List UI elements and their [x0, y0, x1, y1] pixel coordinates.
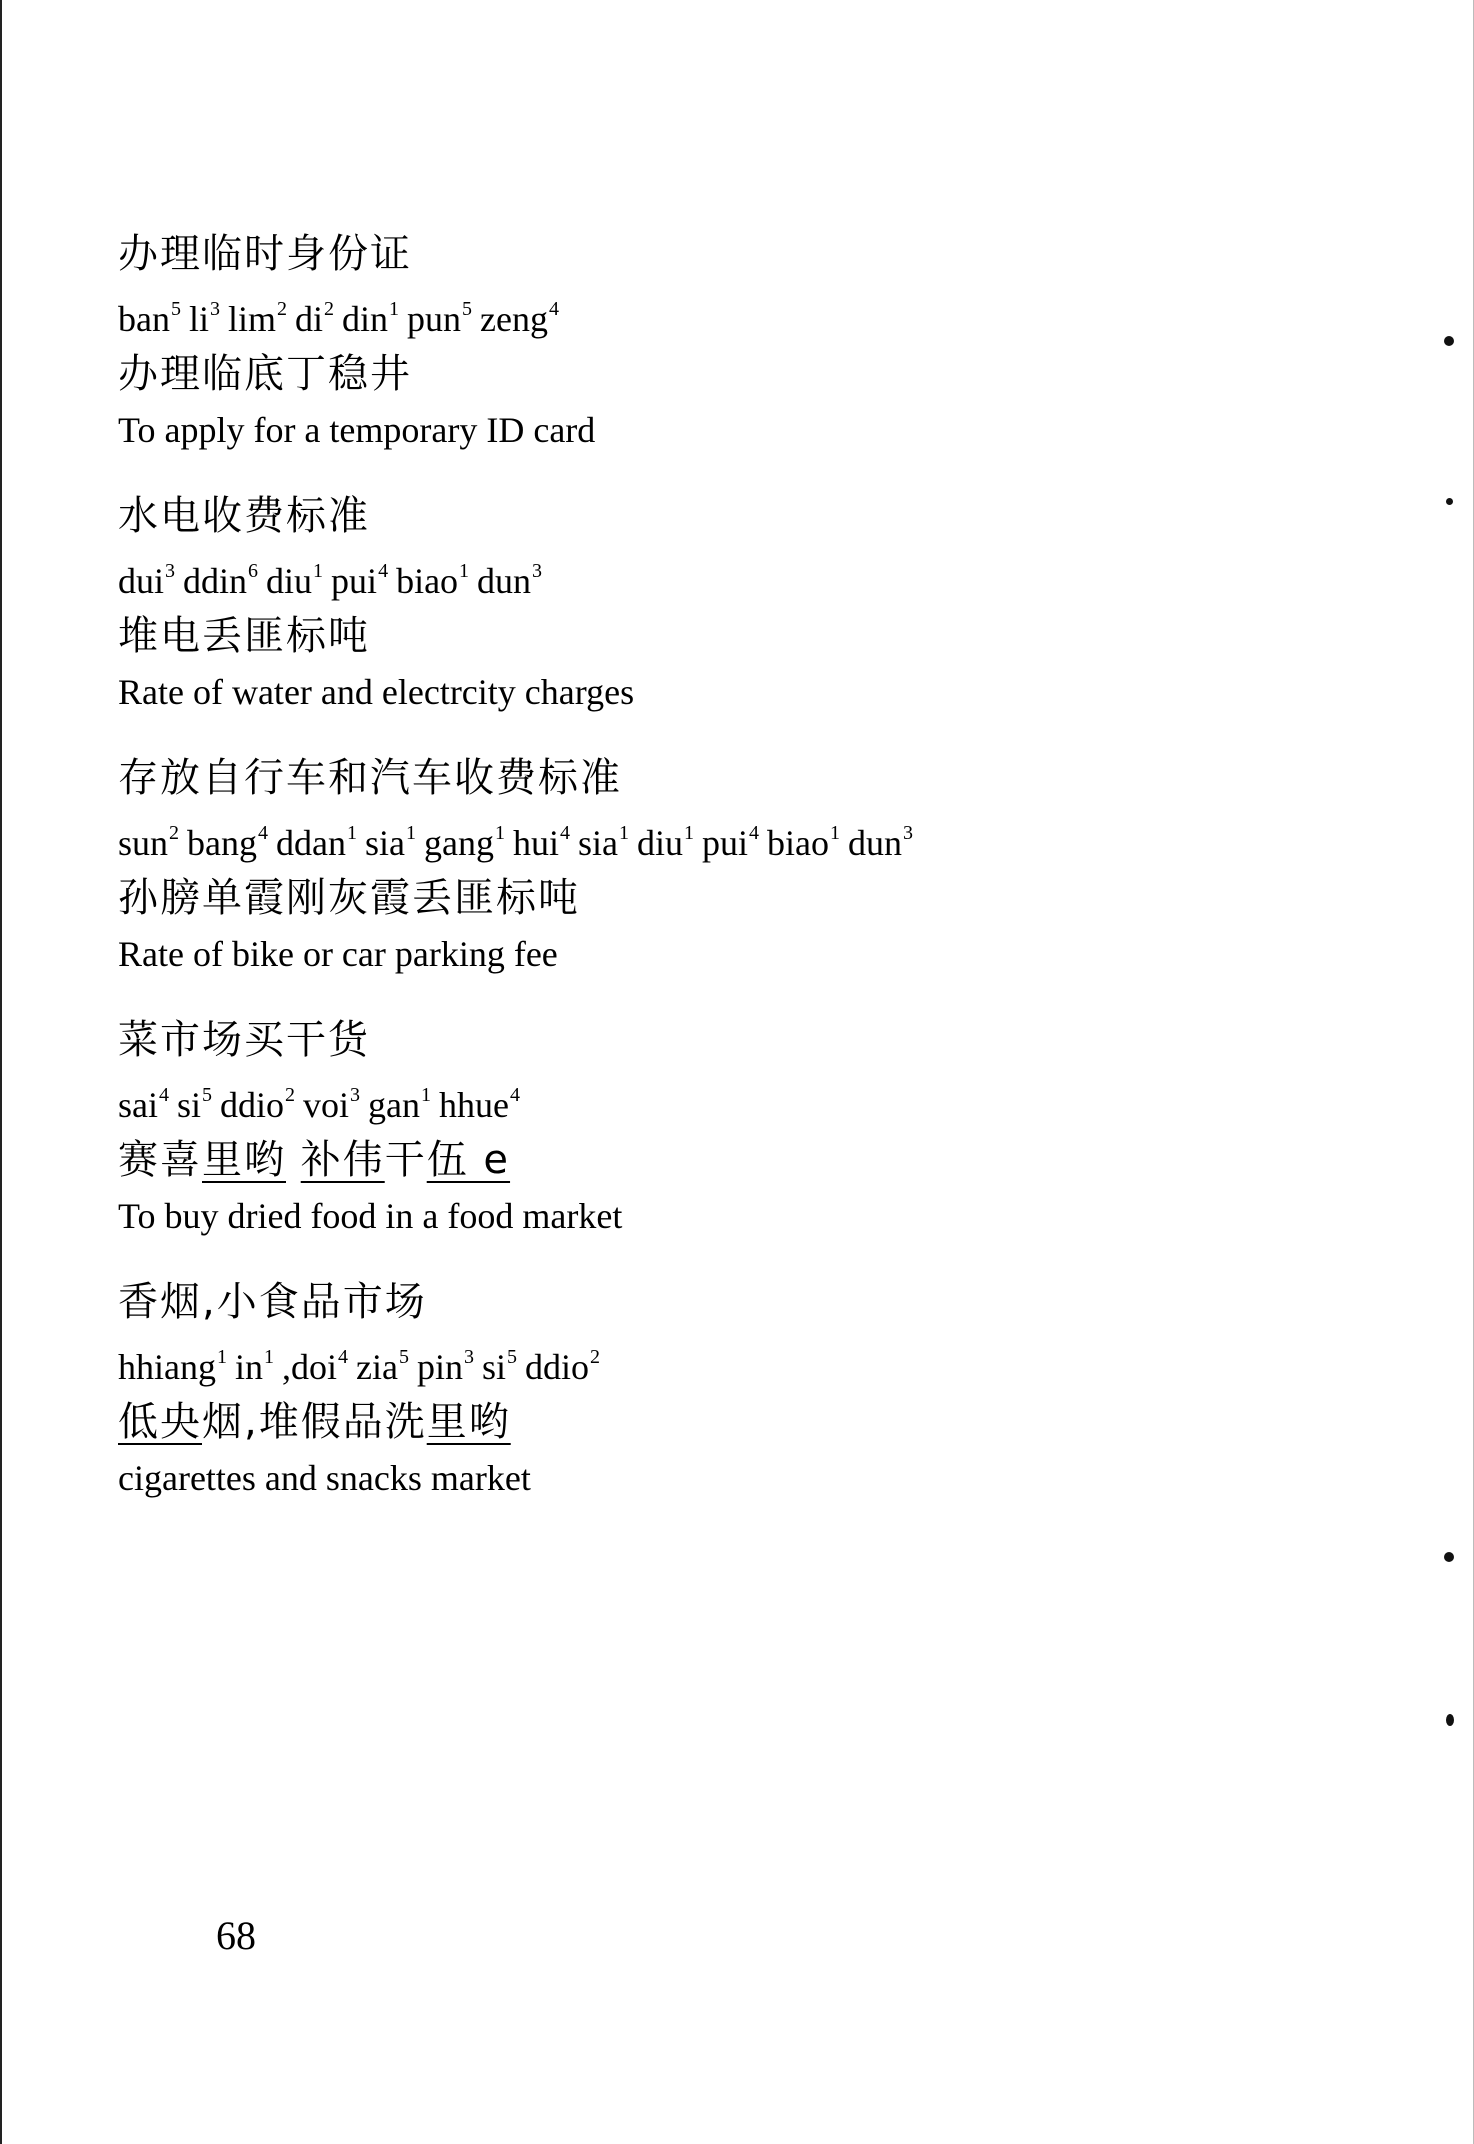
homophone-text: 赛喜里哟 补伟干伍 e	[118, 1137, 511, 1183]
phrase-list	[118, 226, 1318, 1536]
romanization: dui$^3$ ddin$^6$ diu$^1$ pui$^4$ biao$^1$ dun$^3$	[118, 560, 543, 601]
scan-speck	[1446, 1714, 1454, 1726]
romanization: sun$^2$ bang$^4$ ddan$^1$ sia$^1$ gang$^1$ hui$^4$ sia$^1$ diu$^1$ pui$^4$ biao$^1$ dun$^3$	[118, 822, 913, 863]
entry-dried-food	[118, 1012, 1318, 1244]
romanization: ban$^5$ $li^3$ $\lim^2 di^2$ din$^1$ pun$^5$ zeng$^4$	[118, 298, 560, 339]
entry-snacks-market	[118, 1274, 1318, 1506]
chinese-phrase: 水电收费标准	[118, 493, 370, 539]
entry-water-electricity	[118, 488, 1318, 720]
scan-speck	[1444, 336, 1454, 346]
chinese-phrase: 存放自行车和汽车收费标准	[118, 755, 622, 801]
romanization: sai$^4$ $si^5$ ddio$^2$ voi$^3$ gan$^1$ hhue$^4$	[118, 1084, 521, 1125]
english-translation: Rate of bike or car parking fee	[118, 934, 558, 974]
chinese-phrase: 办理临时身份证	[118, 231, 412, 277]
homophone-text: 低央烟,堆假品洗里哟	[118, 1399, 511, 1445]
chinese-phrase: 香烟,小食品市场	[118, 1279, 427, 1325]
page-edge-left	[0, 0, 2, 2144]
english-translation: Rate of water and electrcity charges	[118, 672, 635, 712]
scan-speck	[1444, 1552, 1454, 1562]
entry-parking-fee	[118, 750, 1318, 982]
homophone-text: 办理临底丁稳井	[118, 351, 412, 397]
homophone-text: 堆电丢匪标吨	[118, 613, 370, 659]
english-translation: To apply for a temporary ID card	[118, 410, 596, 450]
chinese-phrase: 菜市场买干货	[118, 1017, 370, 1063]
homophone-text: 孙膀单霞刚灰霞丢匪标吨	[118, 875, 580, 921]
entry-temporary-id	[118, 226, 1318, 458]
page-number: 68	[216, 1913, 256, 1958]
scan-speck	[1446, 498, 1453, 505]
romanization: hhiang$^1$ $in^1$ ,doi$^4$ zia$^5$ pin$^3$ $si^5$ ddio$^2$	[118, 1346, 601, 1387]
english-translation: To buy dried food in a food market	[118, 1196, 623, 1236]
english-translation: cigarettes and snacks market	[118, 1458, 531, 1498]
